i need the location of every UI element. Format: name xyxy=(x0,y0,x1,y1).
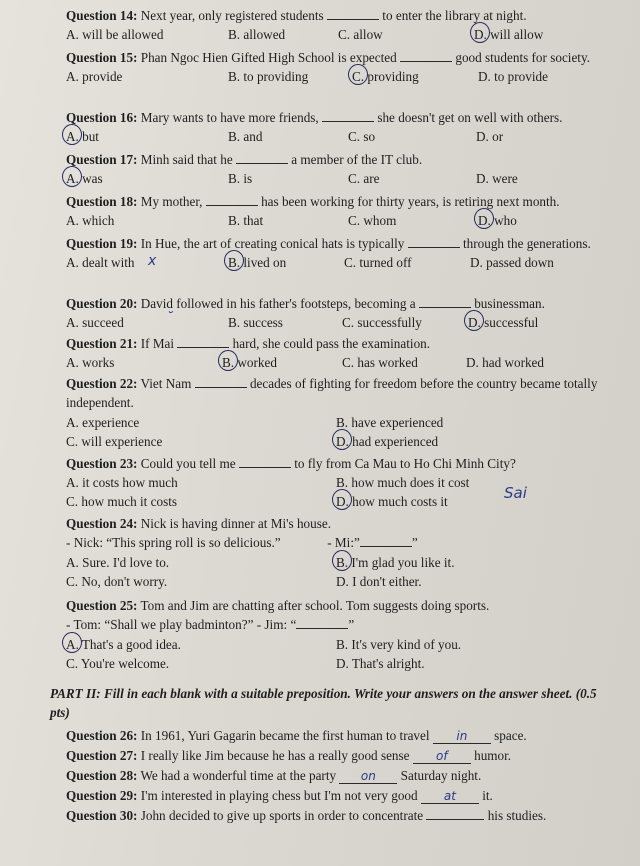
option-a: A. works xyxy=(66,355,115,371)
answer-blank: on xyxy=(339,770,397,784)
answer-blank xyxy=(296,616,348,629)
question-27: Question 27: I really like Jim because he has a really good sense of humor. xyxy=(66,748,512,763)
option-a: A. will be allowed xyxy=(66,27,164,43)
options-row-2 xyxy=(46,492,624,511)
answer-blank xyxy=(236,151,288,164)
question-number: Question 15: xyxy=(66,50,138,65)
options-row-1 xyxy=(46,413,624,432)
answer-blank xyxy=(195,375,247,388)
option-c: C. successfully xyxy=(342,315,422,331)
options xyxy=(46,127,624,146)
options-row-1 xyxy=(46,473,624,492)
question-number: Question 21: xyxy=(66,336,138,351)
options xyxy=(46,211,624,230)
question-18: Question 18: My mother, has been working for thirty years, is retiring next month. A. which B. that C. whom D. who xyxy=(46,192,624,230)
question-26: Question 26: In 1961, Yuri Gagarin became the first human to travel in space. xyxy=(66,728,527,743)
question-number: Question 25: xyxy=(66,598,138,613)
dialogue: - Nick: “This spring roll is so delicious.” - Mi:” ” xyxy=(66,535,418,551)
option-b: B. that xyxy=(228,213,264,229)
options xyxy=(46,310,624,332)
question-number: Question 22: xyxy=(66,376,138,391)
answer-blank: of xyxy=(413,750,471,764)
question-14: Question 14: Next year, only registered students to enter the library at night. A. will be allowed B. allowed C. allow D. will allow xyxy=(46,6,624,44)
option-d: D. had experienced xyxy=(336,432,438,451)
option-b: B. and xyxy=(228,129,263,145)
question-number: Question 23: xyxy=(66,456,138,471)
question-number: Question 18: xyxy=(66,194,138,209)
option-b: B. I'm glad you like it. xyxy=(336,553,455,572)
question-15: Question 15: Phan Ngoc Hien Gifted High School is expected good students for society. A. provide B. to providing C. providing D. to provide xyxy=(46,48,624,86)
option-b: B. allowed xyxy=(228,27,286,43)
option-c: C. allow xyxy=(338,27,383,43)
option-a: A. experience xyxy=(66,414,140,430)
question-number: Question 20: xyxy=(66,296,138,311)
answer-blank xyxy=(327,7,379,20)
option-b: B. is xyxy=(228,171,253,187)
options-row-1 xyxy=(46,635,624,654)
options-row-2 xyxy=(46,654,624,673)
option-d: D. were xyxy=(476,171,518,187)
option-b: B. lived on xyxy=(228,253,286,272)
question-21: Question 21: If Mai hard, she could pass the examination. A. works B. worked C. has worked D. had worked xyxy=(46,334,624,372)
option-d: D. successful xyxy=(468,313,538,332)
option-a: A. was xyxy=(66,169,103,188)
option-d: D. or xyxy=(476,129,504,145)
question-24: Question 24: Nick is having dinner at Mi's house. - Nick: “This spring roll is so delicious.” - Mi:” ” A. Sure. I'd love to. B. I'm glad you like it. C. No, don't worry. D. I don't either. xyxy=(46,514,624,591)
option-a: A. dealt with xyxy=(66,255,135,271)
options xyxy=(46,253,624,272)
option-a: A. Sure. I'd love to. xyxy=(66,554,170,570)
options-row-1 xyxy=(46,553,624,572)
question-28: Question 28: We had a wonderful time at the party on Saturday night. xyxy=(66,768,482,783)
option-d: D. had worked xyxy=(466,355,545,371)
option-c: C. providing xyxy=(352,67,419,86)
answer-blank xyxy=(426,819,484,820)
option-a: A. provide xyxy=(66,69,123,85)
options xyxy=(46,25,624,44)
option-b: B. have experienced xyxy=(336,414,444,430)
option-a: A. it costs how much xyxy=(66,475,178,491)
question-number: Question 19: xyxy=(66,236,138,251)
option-b: B. success xyxy=(228,315,283,331)
question-19: Question 19: In Hue, the art of creating conical hats is typically through the generations. A. dealt with x B. lived on C. turned off D. passed down xyxy=(46,234,624,272)
question-30: Question 30: John decided to give up sports in order to concentrate his studies. xyxy=(66,808,547,823)
option-c: C. so xyxy=(348,129,376,145)
option-b: B. to providing xyxy=(228,69,309,85)
answer-blank: at xyxy=(421,790,479,804)
answer-blank xyxy=(408,235,460,248)
options xyxy=(46,169,624,188)
option-d: D. I don't either. xyxy=(336,573,422,589)
options-row-2 xyxy=(46,572,624,591)
part-2-heading: PART II: Fill in each blank with a suitable preposition. Write your answers on the answer sheet. (0.5 pts) xyxy=(50,686,597,720)
option-b: B. worked xyxy=(222,353,277,372)
answer-blank: in xyxy=(433,730,491,744)
option-a: A. succeed xyxy=(66,315,124,331)
option-c: C. No, don't worry. xyxy=(66,573,168,589)
answer-blank xyxy=(206,193,258,206)
answer-blank xyxy=(360,534,412,547)
option-a: A. but xyxy=(66,127,99,146)
question-number: Question 17: xyxy=(66,152,138,167)
option-d: D. to provide xyxy=(478,69,548,85)
question-17: Question 17: Minh said that he a member of the IT club. A. was B. is C. are D. were xyxy=(46,150,624,188)
cross-mark: x xyxy=(148,253,157,270)
option-a: A. which xyxy=(66,213,115,229)
question-number: Question 16: xyxy=(66,110,138,125)
question-number: Question 24: xyxy=(66,516,138,531)
question-25: Question 25: Tom and Jim are chatting after school. Tom suggests doing sports. - Tom: “Shall we play badminton?” - Jim: “ ” A. That's a good idea. B. It's very kind of you. C. You're welcome. D. That's alright. xyxy=(46,596,624,673)
option-b: B. how much does it cost xyxy=(336,475,470,491)
option-a: A. That's a good idea. xyxy=(66,635,181,654)
question-29: Question 29: I'm interested in playing chess but I'm not very good at it. xyxy=(66,788,493,803)
option-d: D. will allow xyxy=(474,25,543,44)
option-c: C. will experience xyxy=(66,433,163,449)
option-d: D. That's alright. xyxy=(336,655,425,671)
question-20: Question 20: David followed in his father's footsteps, becoming a businessman. A. succeed ˘ B. success C. successfully D. successful xyxy=(46,294,624,332)
answer-blank xyxy=(419,295,471,308)
option-d: D. how much costs it xyxy=(336,492,448,511)
question-22: Question 22: Viet Nam decades of fighting for freedom before the country became totally independent. A. experience B. have experienced C. will experience D. had experienced xyxy=(46,374,624,451)
smile-mark: ˘ xyxy=(166,310,173,327)
option-c: C. You're welcome. xyxy=(66,655,170,671)
options-row-2 xyxy=(46,432,624,451)
option-c: C. how much it costs xyxy=(66,494,177,510)
option-d: D. who xyxy=(478,211,517,230)
answer-blank xyxy=(400,49,452,62)
part-2-questions xyxy=(46,726,624,826)
option-c: C. are xyxy=(348,171,380,187)
option-c: C. has worked xyxy=(342,355,418,371)
handwritten-note: Sai xyxy=(504,484,527,502)
option-b: B. It's very kind of you. xyxy=(336,636,462,652)
option-d: D. passed down xyxy=(470,255,554,271)
options xyxy=(46,353,624,372)
question-23: Question 23: Could you tell me to fly from Ca Mau to Ho Chi Minh City? A. it costs how much B. how much does it cost C. how much it costs D. how much costs it Sai xyxy=(46,454,624,511)
option-c: C. turned off xyxy=(344,255,412,271)
dialogue: - Tom: “Shall we play badminton?” - Jim: “ ” xyxy=(66,617,355,633)
option-c: C. whom xyxy=(348,213,397,229)
options xyxy=(46,67,624,86)
answer-blank xyxy=(177,335,229,348)
question-number: Question 14: xyxy=(66,8,138,23)
answer-blank xyxy=(322,109,374,122)
question-16: Question 16: Mary wants to have more friends, she doesn't get on well with others. A. but B. and C. so D. or xyxy=(46,108,624,146)
answer-blank xyxy=(239,455,291,468)
